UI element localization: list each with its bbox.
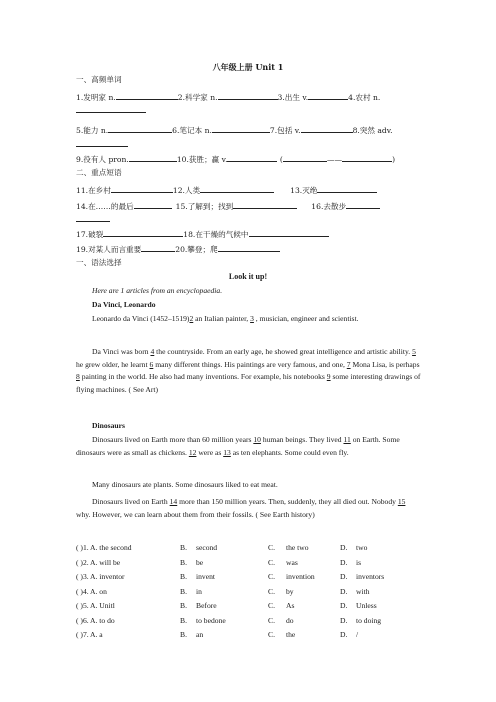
- question-number: ( )6.: [76, 615, 89, 625]
- question-number: ( )2.: [76, 557, 89, 567]
- option-dt[interactable]: with: [356, 586, 370, 596]
- phrase-item-11: 11.在乡村: [76, 186, 111, 195]
- vocab-item-9: 9.役有人 pron.: [76, 155, 129, 164]
- phrase-item-14: 14.在……的最后: [76, 202, 134, 211]
- option-a[interactable]: A. inventor: [90, 572, 125, 581]
- option-c[interactable]: C.: [268, 586, 275, 596]
- option-ct[interactable]: As: [286, 601, 295, 610]
- option-d[interactable]: D.: [340, 586, 348, 596]
- option-dt[interactable]: Unless: [356, 601, 377, 610]
- blank-number-10[interactable]: 10: [253, 435, 261, 444]
- option-bt[interactable]: Before: [196, 601, 217, 610]
- vocab-item-2: 2.科学家 n.: [177, 93, 218, 102]
- question-number: ( )7.: [76, 630, 89, 639]
- phrase-item-12: 12.人类: [172, 186, 201, 195]
- option-b[interactable]: B.: [180, 615, 187, 625]
- answer-blank[interactable]: [134, 200, 172, 209]
- paragraph-dinosaurs-1: Dinosaurs lived on Earth more than 60 million years 10 human beings. They lived 11 on Earth. Some dinosaurs were as small as chickens. 12 were as 13 as ten elephants. Some could even fly.: [76, 435, 400, 457]
- paragraph-da-vinci-1: Leonardo da Vinci (1452–1519)2 an Italian painter, 3 , musician, engineer and scientist.: [92, 314, 359, 323]
- option-c[interactable]: C.: [268, 543, 275, 552]
- blank-number-4[interactable]: 4: [150, 347, 155, 356]
- section-phrase-heading: 二、重点短语: [76, 168, 122, 177]
- subheading-dinosaurs: Dinosaurs: [92, 421, 125, 430]
- option-dt[interactable]: two: [356, 543, 368, 552]
- option-row[interactable]: [76, 630, 436, 640]
- phrase-row-1: [76, 184, 377, 196]
- option-row[interactable]: [76, 543, 436, 553]
- answer-blank[interactable]: [346, 200, 380, 209]
- option-b[interactable]: B.: [180, 601, 187, 610]
- vocab-row-2-cont: [76, 138, 128, 150]
- vocab-item-8: 8.突然 adv.: [352, 126, 393, 135]
- option-b[interactable]: B.: [180, 630, 187, 639]
- option-a[interactable]: A. Unitl: [90, 601, 115, 610]
- answer-blank[interactable]: [76, 213, 110, 222]
- blank-number-13[interactable]: 13: [223, 447, 231, 457]
- subheading-da-vinci: Da Vinci, Leonardo: [92, 300, 156, 309]
- answer-blank[interactable]: [103, 228, 183, 237]
- option-bt[interactable]: in: [196, 586, 202, 596]
- option-bt[interactable]: invent: [196, 572, 215, 581]
- answer-blank[interactable]: [218, 243, 280, 252]
- passage-intro: Here are 1 articles from an encyclopaedia.: [92, 286, 223, 295]
- phrase-row-4: [76, 243, 280, 255]
- blank-number-12[interactable]: 12: [188, 447, 197, 457]
- question-number: ( )4.: [76, 586, 89, 596]
- section-vocab-heading: 一、高频单词: [76, 75, 122, 84]
- blank-number-9[interactable]: 9: [326, 372, 331, 381]
- option-ct[interactable]: the two: [286, 543, 309, 552]
- answer-blank[interactable]: [108, 124, 172, 133]
- answer-blank[interactable]: [76, 138, 128, 147]
- blank-number-2[interactable]: 2: [189, 314, 194, 323]
- option-a[interactable]: A. on: [90, 586, 107, 596]
- option-a[interactable]: A. to do: [90, 615, 115, 625]
- answer-blank[interactable]: [283, 153, 327, 162]
- vocab-item-10: 10.获胜；赢 v.: [176, 155, 228, 164]
- option-bt[interactable]: second: [196, 543, 218, 552]
- option-c[interactable]: C.: [268, 630, 275, 639]
- option-d[interactable]: D.: [340, 543, 348, 552]
- option-d[interactable]: D.: [340, 630, 348, 639]
- option-b[interactable]: B.: [180, 572, 187, 581]
- option-ct[interactable]: was: [286, 557, 298, 567]
- option-row[interactable]: [76, 572, 436, 582]
- option-dt[interactable]: /: [356, 630, 359, 639]
- dash-separator: ——: [326, 155, 343, 164]
- option-a[interactable]: A. will be: [90, 557, 121, 567]
- paragraph-dinosaurs-3: Dinosaurs lived on Earth 14 more than 150 million years. Then, suddenly, they all died out. Nobody 15 why. However, we can learn about them from their fossils. ( See Earth history): [76, 497, 406, 519]
- blank-number-15[interactable]: 15: [397, 497, 406, 506]
- option-row[interactable]: [76, 616, 436, 626]
- answer-blank[interactable]: [308, 91, 348, 100]
- answer-blank[interactable]: [227, 153, 277, 162]
- vocab-row-2: [76, 124, 393, 136]
- option-b[interactable]: B.: [180, 543, 187, 552]
- answer-blank[interactable]: [200, 184, 274, 193]
- option-bt[interactable]: an: [196, 630, 204, 639]
- option-row[interactable]: [76, 558, 436, 568]
- answer-blank[interactable]: [129, 153, 177, 162]
- phrase-item-19: 19.对某人而言重要: [76, 245, 142, 254]
- vocab-item-7: 7.包括 v.: [269, 126, 301, 135]
- question-number: ( )3.: [76, 572, 89, 581]
- option-ct[interactable]: invention: [286, 572, 315, 581]
- option-c[interactable]: C.: [268, 572, 275, 581]
- vocab-item-1: 1.发明家 n.: [76, 93, 116, 102]
- blank-number-8[interactable]: 8: [76, 372, 80, 381]
- blank-number-7[interactable]: 7: [346, 359, 351, 369]
- option-b[interactable]: B.: [180, 557, 187, 567]
- option-d[interactable]: D.: [340, 572, 348, 581]
- page-title: 八年级上册 Unit 1: [212, 62, 284, 72]
- vocab-item-5: 5.能力 n.: [76, 126, 109, 135]
- answer-blank[interactable]: [249, 228, 329, 237]
- answer-blank[interactable]: [342, 153, 392, 162]
- option-c[interactable]: C.: [268, 557, 275, 567]
- option-a[interactable]: A. a: [90, 630, 103, 639]
- question-number: ( )1.: [76, 543, 89, 552]
- paren-open: (: [279, 155, 283, 164]
- vocab-row-3: [76, 153, 395, 165]
- section-grammar-heading: 一、语法选择: [76, 258, 122, 267]
- answer-blank[interactable]: [218, 91, 278, 100]
- phrase-item-20: 20.攀登；爬: [175, 245, 218, 254]
- phrase-row-2-cont: [76, 213, 110, 225]
- option-ct[interactable]: by: [286, 586, 294, 596]
- blank-number-11[interactable]: 11: [343, 435, 351, 444]
- blank-number-5[interactable]: 5: [412, 347, 416, 356]
- answer-blank[interactable]: [116, 91, 178, 100]
- blank-number-14[interactable]: 14: [169, 497, 178, 506]
- option-bt[interactable]: be: [196, 557, 204, 567]
- phrase-item-17: 17.破裂: [76, 230, 104, 239]
- vocab-row-1: [76, 91, 380, 103]
- paragraph-dinosaurs-2: Many dinosaurs ate plants. Some dinosaurs liked to eat meat.: [92, 480, 278, 489]
- answer-blank[interactable]: [141, 243, 175, 252]
- option-c[interactable]: C.: [268, 601, 275, 610]
- option-row[interactable]: [76, 601, 436, 611]
- option-ct[interactable]: do: [286, 615, 294, 625]
- paragraph-da-vinci-2: Da Vinci was born 4 the countryside. From an early age, he showed great intelligence and artistic ability. 5 he grew older, he learnt 6 many different things. His paintings are very famous, and one, 7 Mona Lisa, is perhaps 8 painting in the world. He also had many inventions. For example, his notebooks 9 some interesting drawings of flying machines. ( See Art): [76, 347, 421, 394]
- blank-number-6[interactable]: 6: [149, 359, 154, 369]
- option-row[interactable]: [76, 587, 436, 597]
- option-d[interactable]: D.: [340, 557, 348, 567]
- vocab-row-1-cont: [76, 104, 146, 116]
- option-d[interactable]: D.: [340, 615, 348, 625]
- answer-blank[interactable]: [301, 124, 353, 133]
- question-number: ( )5.: [76, 601, 89, 610]
- vocab-item-3: 3.出生 v.: [277, 93, 309, 102]
- option-dt[interactable]: to doing: [356, 615, 382, 625]
- phrase-row-2: [76, 200, 380, 212]
- phrase-item-16: 16.去散步: [311, 202, 347, 211]
- answer-blank[interactable]: [212, 124, 270, 133]
- phrase-item-18: 18.在干燥的气候中: [183, 230, 249, 239]
- phrase-item-13: 13.灭绝: [290, 186, 318, 195]
- option-dt[interactable]: inventors: [356, 572, 385, 581]
- passage-heading: Look it up!: [228, 272, 268, 281]
- vocab-item-6: 6.笔记本 n.: [172, 126, 212, 135]
- option-ct[interactable]: the: [286, 630, 296, 639]
- blank-number-3[interactable]: 3: [250, 314, 254, 323]
- phrase-row-3: [76, 228, 329, 240]
- vocab-item-4: 4.农村 n.: [348, 93, 381, 102]
- option-d[interactable]: D.: [340, 601, 348, 610]
- option-c[interactable]: C.: [268, 615, 275, 625]
- paren-close: ): [392, 155, 396, 164]
- option-dt[interactable]: is: [356, 557, 362, 567]
- option-bt[interactable]: to bedone: [196, 615, 226, 625]
- option-a[interactable]: A. the second: [90, 543, 132, 552]
- answer-blank[interactable]: [317, 184, 377, 193]
- answer-blank[interactable]: [76, 104, 146, 113]
- phrase-item-15: 15.了解到；找到: [175, 202, 234, 211]
- answer-blank[interactable]: [233, 200, 297, 209]
- option-b[interactable]: B.: [180, 586, 187, 596]
- answer-blank[interactable]: [111, 184, 173, 193]
